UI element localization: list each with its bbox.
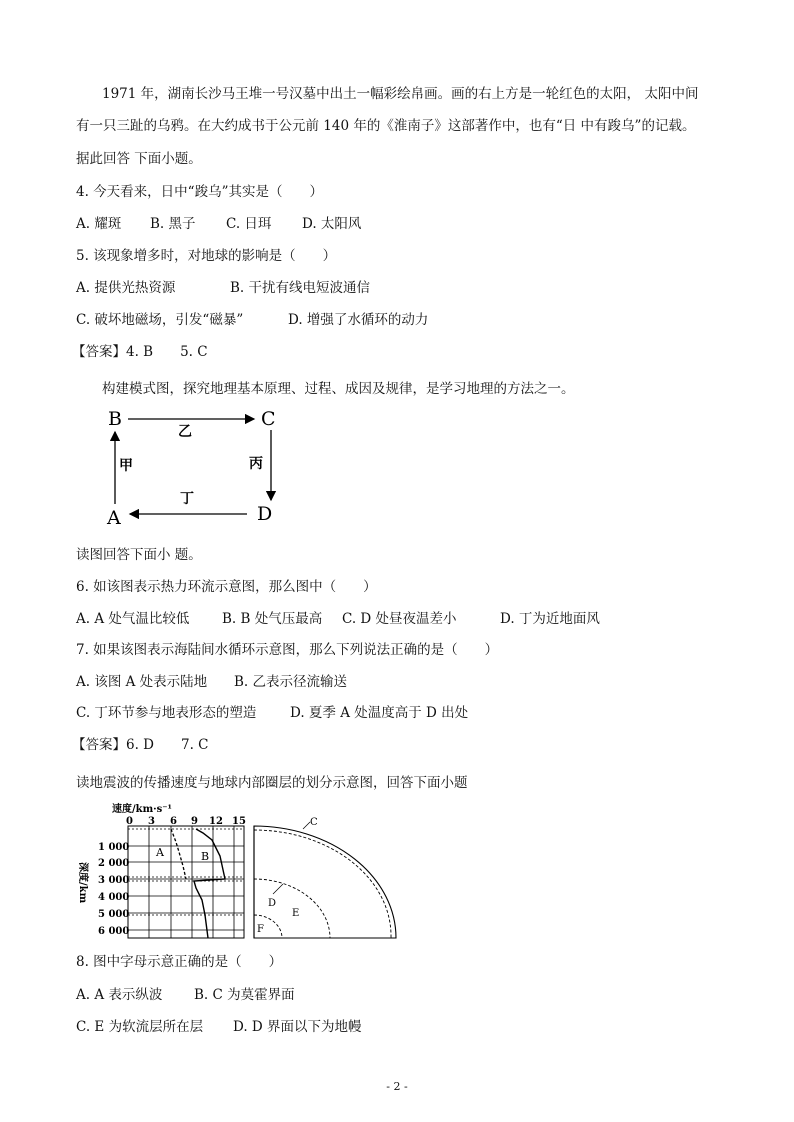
depth-tick: 4 000 <box>98 892 130 903</box>
wave-b-curve <box>194 829 225 938</box>
q5-option-d[interactable]: D. 增强了水循环的动力 <box>288 312 429 328</box>
q6-stem: 6. 如该图表示热力环流示意图，那么图中（ ） <box>76 579 377 595</box>
depth-tick: 1 000 <box>98 842 130 853</box>
depth-axis-label: 深度/km <box>77 862 88 904</box>
label-d: D <box>257 503 273 525</box>
passage3: 读地震波的传播速度与地球内部圈层的划分示意图，回答下面小题 <box>76 775 468 791</box>
passage1-line3: 据此回答 下面小题。 <box>76 151 202 167</box>
q6-options <box>76 607 600 627</box>
q8-option-c[interactable]: C. E 为软流层所在层 <box>76 1019 204 1035</box>
speed-tick: 15 <box>232 816 246 827</box>
q7-options-row2 <box>76 701 468 721</box>
speed-tick: 12 <box>209 816 223 827</box>
q8-option-b[interactable]: B. C 为莫霍界面 <box>194 987 295 1003</box>
q7-option-b[interactable]: B. 乙表示径流输送 <box>234 674 348 690</box>
label-bing: 丙 <box>249 456 263 472</box>
label-ding: 丁 <box>180 491 194 507</box>
label-c: C <box>261 408 276 430</box>
circulation-model-diagram <box>100 400 290 530</box>
speed-tick: 6 <box>170 816 177 827</box>
layer-label-d: D <box>268 898 277 909</box>
q7-option-a[interactable]: A. 该图 A 处表示陆地 <box>76 674 208 690</box>
q4-option-c[interactable]: C. 日珥 <box>226 216 272 232</box>
depth-tick: 3 000 <box>98 875 130 886</box>
depth-tick: 2 000 <box>98 858 130 869</box>
q4-option-d[interactable]: D. 太阳风 <box>302 216 362 232</box>
q5-option-b[interactable]: B. 干扰有线电短波通信 <box>230 280 371 296</box>
seismic-wave-diagram <box>70 800 410 942</box>
q4-stem: 4. 今天看来，日中“踆乌”其实是（ ） <box>76 184 323 200</box>
layer-label-e: E <box>292 908 300 919</box>
q7-option-c[interactable]: C. 丁环节参与地表形态的塑造 <box>76 705 257 721</box>
q8-options-row2 <box>76 1015 362 1035</box>
q8-option-a[interactable]: A. A 表示纵波 <box>76 987 163 1003</box>
label-jia: 甲 <box>119 458 133 474</box>
q7-option-d[interactable]: D. 夏季 A 处温度高于 D 出处 <box>290 705 469 721</box>
curve-label-b: B <box>201 850 210 863</box>
q7-stem: 7. 如果该图表示海陆间水循环示意图，那么下列说法正确的是（ ） <box>76 642 499 658</box>
q5-options-row1 <box>76 276 370 296</box>
answer-block-2: 【答案】6. D 7. C <box>72 737 209 753</box>
q6-option-c[interactable]: C. D 处昼夜温差小 <box>342 611 457 627</box>
passage1-line2: 有一只三趾的乌鸦。在大约成书于公元前 140 年的《淮南子》这部著作中，也有“日 中有踆乌”的记载。 <box>76 118 696 134</box>
passage2: 构建模式图，探究地理基本原理、过程、成因及规律，是学习地理的方法之一。 <box>102 381 575 397</box>
label-b: B <box>108 408 122 430</box>
depth-tick: 6 000 <box>98 926 130 937</box>
page-number: - 2 - <box>386 1080 408 1093</box>
q5-option-a[interactable]: A. 提供光热资源 <box>76 280 176 296</box>
layer-label-c: C <box>310 817 318 828</box>
q4-options <box>76 212 361 232</box>
q7-options-row1 <box>76 670 347 690</box>
prompt2: 读图回答下面小 题。 <box>76 547 202 563</box>
q8-option-d[interactable]: D. D 界面以下为地幔 <box>233 1019 362 1035</box>
q5-stem: 5. 该现象增多时，对地球的影响是（ ） <box>76 248 337 264</box>
speed-axis-label: 速度/km·s⁻¹ <box>112 804 172 815</box>
q4-option-a[interactable]: A. 耀斑 <box>76 216 122 232</box>
wave-a-curve <box>171 829 186 879</box>
label-a: A <box>107 507 121 529</box>
speed-tick: 0 <box>126 816 133 827</box>
layer-label-f: F <box>257 924 264 935</box>
answer-block-1: 【答案】4. B 5. C <box>72 344 208 360</box>
q8-stem: 8. 图中字母示意正确的是（ ） <box>76 954 283 970</box>
q6-option-d[interactable]: D. 丁为近地面风 <box>500 611 600 627</box>
q5-options-row2 <box>76 308 428 328</box>
depth-tick: 5 000 <box>98 909 130 920</box>
q4-option-b[interactable]: B. 黑子 <box>150 216 196 232</box>
curve-label-a: A <box>156 846 164 859</box>
label-yi: 乙 <box>178 424 192 440</box>
passage1-line1: 1971 年，湖南长沙马王堆一号汉墓中出土一幅彩绘帛画。画的右上方是一轮红色的太阳， 太阳中间 <box>102 86 699 102</box>
speed-tick: 9 <box>191 816 198 827</box>
speed-tick: 3 <box>148 816 155 827</box>
q6-option-a[interactable]: A. A 处气温比较低 <box>76 611 190 627</box>
q5-option-c[interactable]: C. 破坏地磁场，引发“磁暴” <box>76 312 244 328</box>
q6-option-b[interactable]: B. B 处气压最高 <box>222 611 323 627</box>
q8-options-row1 <box>76 983 295 1003</box>
